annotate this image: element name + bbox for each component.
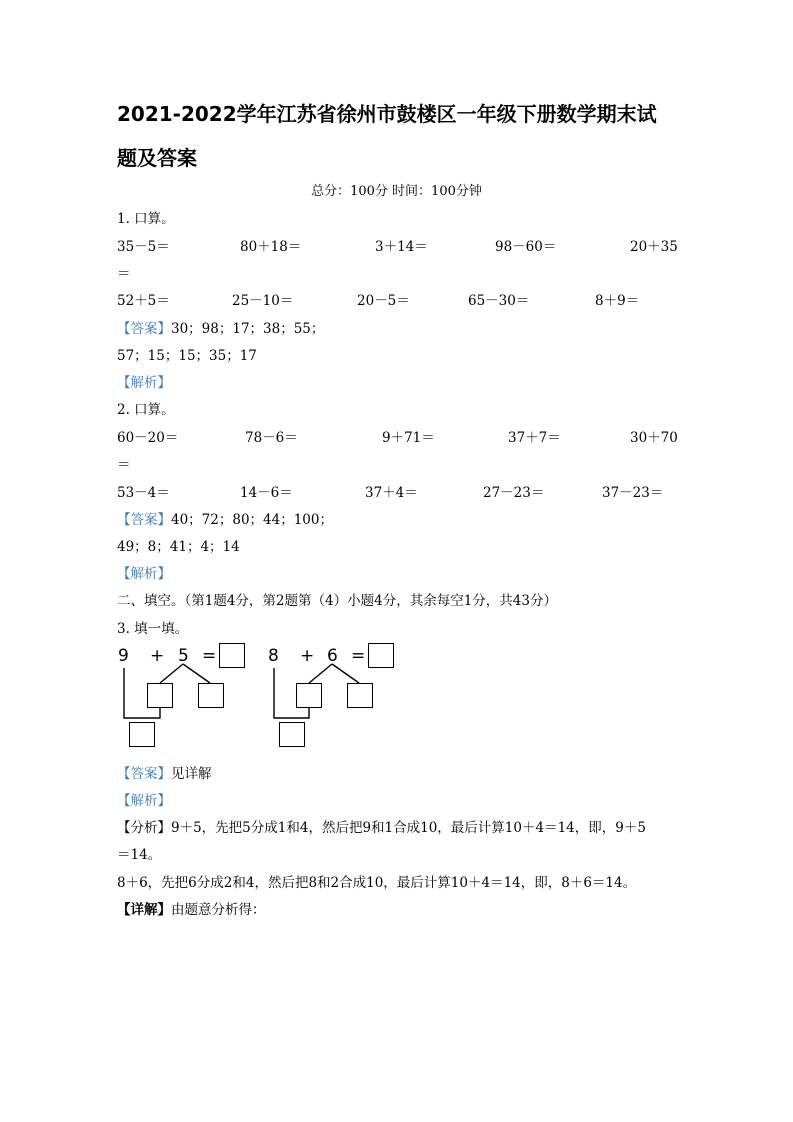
diagram2-addend-a: 8 bbox=[268, 646, 279, 666]
q1-r2-c5: 8＋9＝ bbox=[595, 293, 640, 309]
q2-r2-c3: 37＋4＝ bbox=[365, 485, 418, 501]
q1-r1-c3: 3＋14＝ bbox=[375, 239, 428, 255]
diagram1-split-left-box[interactable] bbox=[147, 683, 173, 708]
q1-wrap: ＝ bbox=[117, 266, 131, 282]
q2-r1-c3: 9＋71＝ bbox=[382, 430, 435, 446]
q2-wrap: ＝ bbox=[117, 457, 131, 473]
q2-answer-values: 40；72；80；44；100； bbox=[171, 512, 333, 528]
q1-r1-c2: 80＋18＝ bbox=[240, 239, 302, 255]
diagram1-equals: = bbox=[202, 646, 217, 666]
q3-analysis-line1 bbox=[117, 816, 646, 836]
q1-answer-tag: 【答案】 bbox=[117, 321, 171, 337]
q1-heading: 1. 口算。 bbox=[117, 211, 175, 227]
diagram2-split-left-box[interactable] bbox=[296, 683, 322, 708]
diagram2-equals: = bbox=[351, 646, 366, 666]
section-2-heading: 二、填空。（第1题4分，第2题第（4）小题4分，其余每空1分，共43分） bbox=[117, 593, 557, 609]
diagram1-sum-box[interactable] bbox=[129, 722, 155, 747]
q3-detail-text: 由题意分析得： bbox=[171, 902, 266, 918]
diagram1-result-box[interactable] bbox=[219, 643, 245, 668]
q3-answer bbox=[117, 762, 212, 782]
q1-analysis-tag: 【解析】 bbox=[117, 375, 171, 391]
q2-r1-c4: 37＋7＝ bbox=[508, 430, 561, 446]
doc-title-line2: 题及答案 bbox=[117, 146, 197, 170]
q2-answer-line2: 49；8；41；4；14 bbox=[117, 539, 240, 555]
q3-detail bbox=[117, 898, 266, 918]
q1-r2-c4: 65－30＝ bbox=[468, 293, 530, 309]
q3-answer-tag: 【答案】 bbox=[117, 766, 171, 782]
q1-r1-c4: 98－60＝ bbox=[495, 239, 557, 255]
q1-r2-c3: 20－5＝ bbox=[357, 293, 410, 309]
diagram2-split-right-box[interactable] bbox=[347, 683, 373, 708]
q2-r2-c5: 37－23＝ bbox=[602, 485, 664, 501]
q2-r2-c4: 27－23＝ bbox=[483, 485, 545, 501]
q1-r1-c1: 35－5＝ bbox=[117, 239, 170, 255]
q1-r1-c5: 20＋35 bbox=[630, 239, 678, 255]
q2-r2-c1: 53－4＝ bbox=[117, 485, 170, 501]
q3-heading: 3. 填一填。 bbox=[117, 621, 189, 637]
q3-analysis-text: 9＋5，先把5分成1和4，然后把9和1合成10，最后计算10＋4＝14，即，9＋5 bbox=[171, 820, 646, 836]
q3-answer-text: 见详解 bbox=[171, 766, 212, 782]
q2-heading: 2. 口算。 bbox=[117, 402, 175, 418]
q1-r2-c2: 25－10＝ bbox=[232, 293, 294, 309]
q3-analysis-wrap: ＝14。 bbox=[117, 847, 162, 863]
q1-answer-values: 30；98；17；38；55； bbox=[171, 321, 325, 337]
diagram1-split-right-box[interactable] bbox=[198, 683, 224, 708]
q2-r2-c2: 14－6＝ bbox=[240, 485, 293, 501]
diagram2-plus: + bbox=[300, 646, 315, 666]
q2-answer-tag: 【答案】 bbox=[117, 512, 171, 528]
q1-answer-line2: 57；15；15；35；17 bbox=[117, 348, 257, 364]
q2-analysis-tag: 【解析】 bbox=[117, 566, 171, 582]
doc-meta: 总分：100分 时间：100分钟 bbox=[311, 184, 482, 199]
q2-r1-c2: 78－6＝ bbox=[245, 430, 298, 446]
q3-analysis-tag: 【解析】 bbox=[117, 793, 171, 809]
diagram2-sum-box[interactable] bbox=[279, 722, 305, 747]
q3-analysis-label: 【分析】 bbox=[117, 820, 171, 836]
q3-detail-label: 【详解】 bbox=[117, 902, 171, 918]
diagram1-addend-b: 5 bbox=[178, 646, 189, 666]
doc-title-line1: 2021-2022学年江苏省徐州市鼓楼区一年级下册数学期末试 bbox=[117, 102, 657, 126]
q3-analysis-line2: 8＋6，先把6分成2和4，然后把8和2合成10，最后计算10＋4＝14，即，8＋6＝14。 bbox=[117, 875, 637, 891]
diagram1-plus: + bbox=[150, 646, 165, 666]
q1-r2-c1: 52＋5＝ bbox=[117, 293, 170, 309]
diagram2-addend-b: 6 bbox=[327, 646, 338, 666]
diagram2-result-box[interactable] bbox=[368, 643, 394, 668]
diagram1-addend-a: 9 bbox=[118, 646, 129, 666]
q2-r1-c5: 30＋70 bbox=[630, 430, 678, 446]
q2-r1-c1: 60－20＝ bbox=[117, 430, 179, 446]
